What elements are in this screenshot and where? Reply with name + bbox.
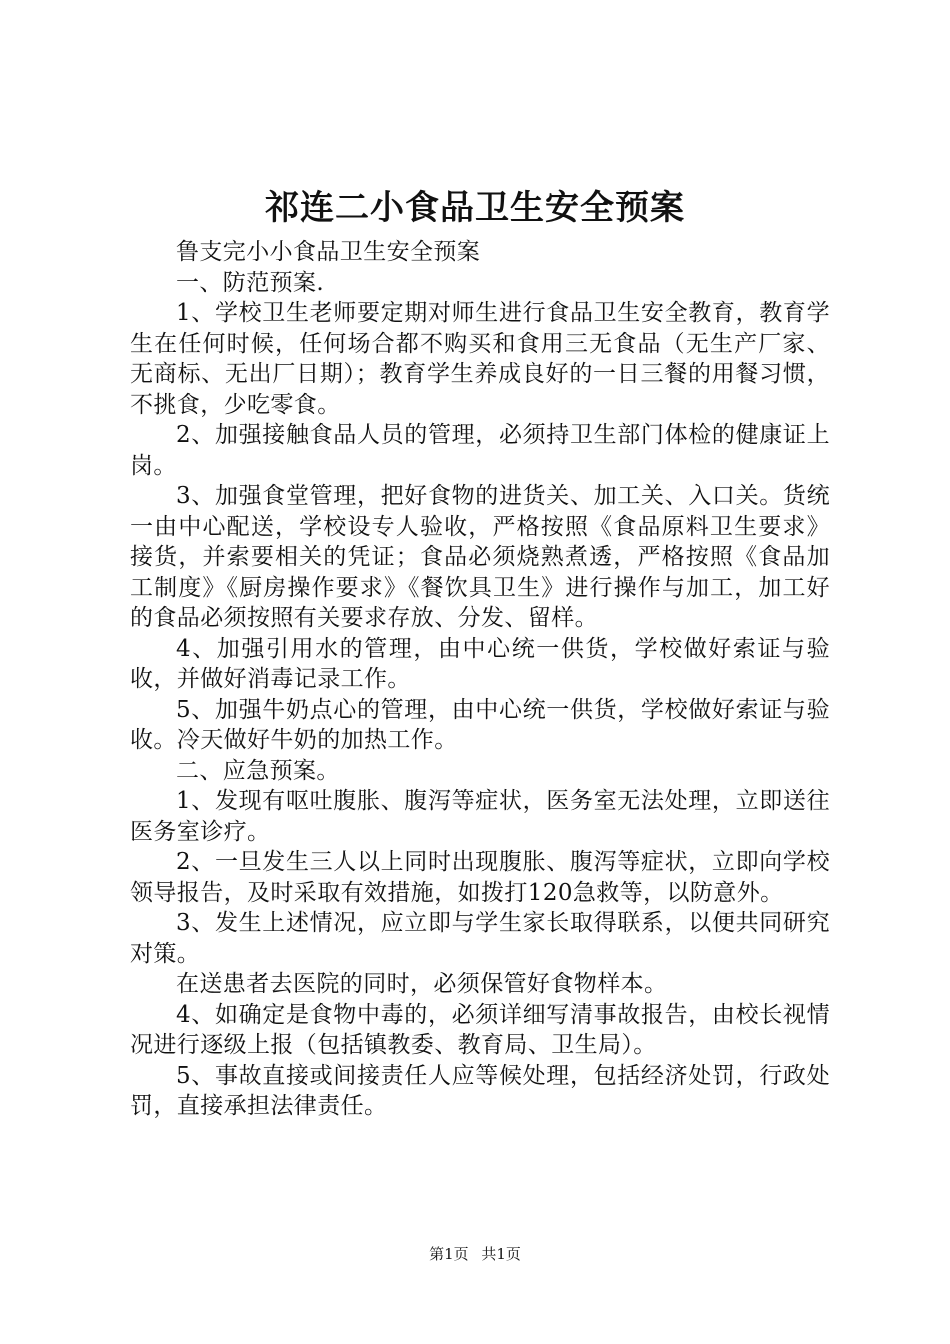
paragraph: 4、加强引用水的管理，由中心统一供货，学校做好索证与验收，并做好消毒记录工作。 [130, 635, 830, 692]
section-heading-prevention: 一、防范预案. [176, 269, 325, 296]
page-footer [0, 1244, 950, 1264]
paragraph: 2、一旦发生三人以上同时出现腹胀、腹泻等症状，立即向学校领导报告，及时采取有效措施，如拨打120急救等，以防意外。 [130, 849, 830, 906]
paragraph: 5、加强牛奶点心的管理，由中心统一供货，学校做好索证与验收。冷天做好牛奶的加热工作。 [130, 696, 830, 753]
page-number: 第1页 [429, 1245, 469, 1263]
paragraph: 1、发现有呕吐腹胀、腹泻等症状，医务室无法处理，立即送往医务室诊疗。 [130, 788, 830, 845]
paragraph: 3、加强食堂管理，把好食物的进货关、加工关、入口关。货统一由中心配送，学校设专人验收，严格按照《食品原料卫生要求》接货，并索要相关的凭证；食品必须烧熟煮透，严格按照《食品加工制度》《厨房操作要求》《餐饮具卫生》进行操作与加工，加工好的食品必须按照有关要求存放、分发、留样。 [130, 483, 830, 631]
paragraph: 5、事故直接或间接责任人应等候处理，包括经济处罚，行政处罚，直接承担法律责任。 [130, 1062, 830, 1119]
paragraph: 1、学校卫生老师要定期对师生进行食品卫生安全教育，教育学生在任何时候，任何场合都不购买和食用三无食品（无生产厂家、无商标、无出厂日期）；教育学生养成良好的一日三餐的用餐习惯，不挑食，少吃零食。 [130, 300, 830, 418]
paragraph-subtitle: 鲁支完小小食品卫生安全预案 [176, 239, 481, 265]
document-body [130, 237, 830, 1122]
paragraph: 在送患者去医院的同时，必须保管好食物样本。 [176, 971, 668, 997]
page-total: 共1页 [481, 1245, 521, 1263]
document-title: 祁连二小食品卫生安全预案 [265, 188, 685, 228]
paragraph: 4、如确定是食物中毒的，必须详细写清事故报告，由校长视情况进行逐级上报（包括镇教委、教育局、卫生局）。 [130, 1001, 830, 1058]
paragraph: 2、加强接触食品人员的管理，必须持卫生部门体检的健康证上岗。 [130, 422, 830, 479]
section-heading-emergency: 二、应急预案。 [176, 757, 340, 784]
paragraph: 3、发生上述情况，应立即与学生家长取得联系，以便共同研究对策。 [130, 910, 830, 967]
